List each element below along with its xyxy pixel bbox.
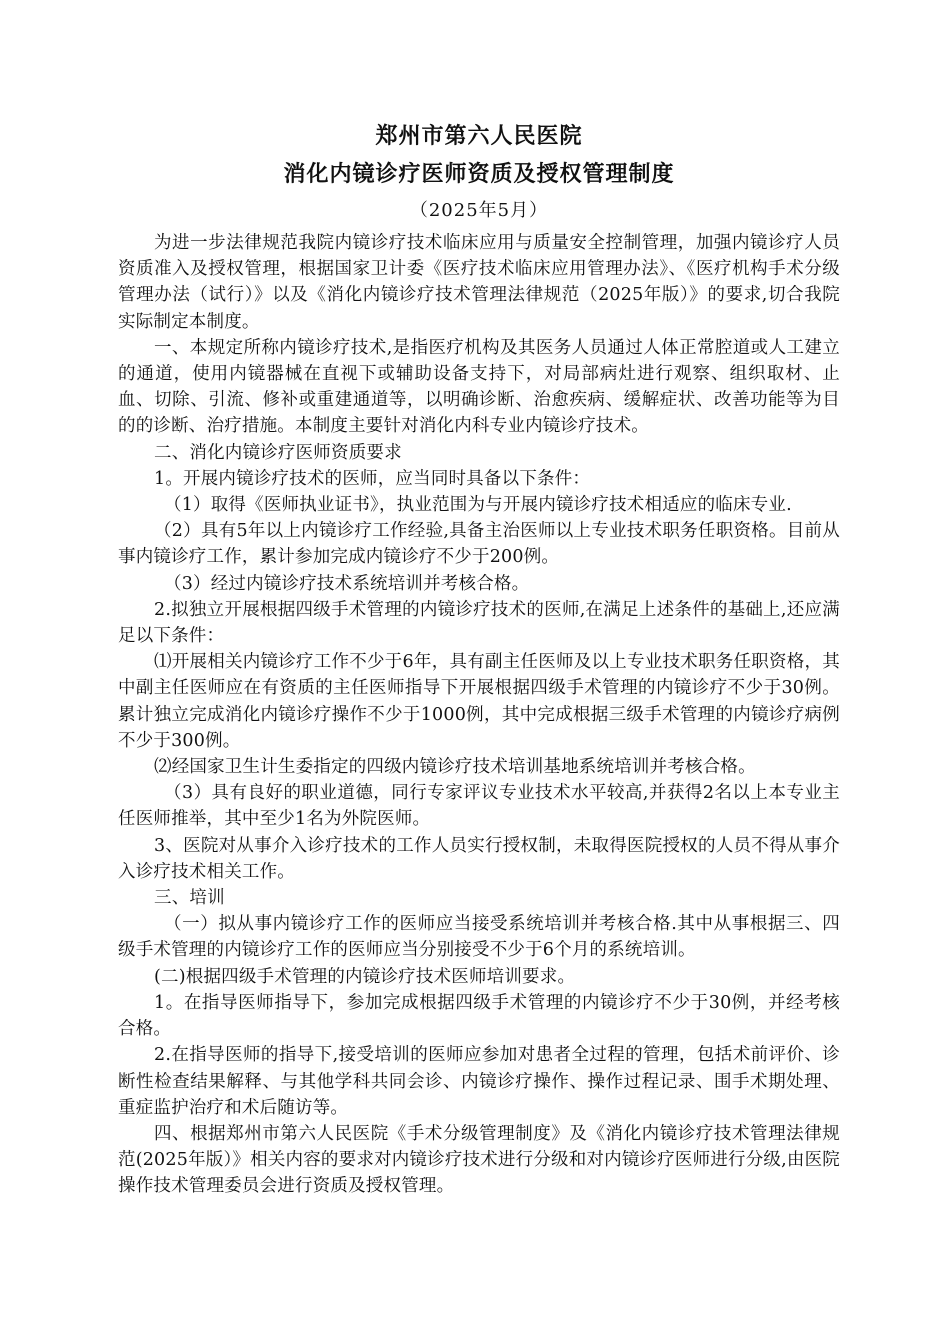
paragraph-section-1: 一、本规定所称内镜诊疗技术,是指医疗机构及其医务人员通过人体正常腔道或人工建立的通道，使用内镜器械在直视下或辅助设备支持下，对局部病灶进行观察、组织取材、止血、切除、引流、修补或重建通道等，以明确诊断、治愈疾病、缓解症状、改善功能等为目的的诊断、治疗措施。本制度主要针对消化内科专业内镜诊疗技术。 (118, 337, 840, 437)
paragraph-intro: 为进一步法律规范我院内镜诊疗技术临床应用与质量安全控制管理，加强内镜诊疗人员资质准入及授权管理，根据国家卫计委《医疗技术临床应用管理办法》、《医疗机构手术分级管理办法（试行）》以及《消化内镜诊疗技术管理法律规范（2025年版）》的要求,切合我院实际制定本制度。 (118, 233, 840, 332)
paragraph-3-2-1: 1。在指导医师指导下，参加完成根据四级手术管理的内镜诊疗不少于30例，并经考核合格。 (118, 992, 840, 1040)
paragraph-2-1-3: （3）经过内镜诊疗技术系统培训并考核合格。 (164, 573, 530, 594)
paragraph-section-3-heading: 三、培训 (154, 888, 225, 909)
paragraph-2-2-2: ⑵经国家卫生计生委指定的四级内镜诊疗技术培训基地系统培训并考核合格。 (154, 757, 756, 778)
paragraph-2-3: 3、医院对从事介入诊疗技术的工作人员实行授权制，未取得医院授权的人员不得从事介入诊疗技术相关工作。 (118, 835, 840, 882)
paragraph-2-2-3: （3）具有良好的职业道德，同行专家评议专业技术水平较高,并获得2名以上本专业主任医师推举，其中至少1名为外院医师。 (118, 783, 840, 830)
paragraph-2-1: 1。开展内镜诊疗技术的医师，应当同时具备以下条件： (154, 468, 591, 489)
paragraph-3-2-2: 2.在指导医师的指导下,接受培训的医师应参加对患者全过程的管理，包括术前评价、诊断性检查结果解释、与其他学科共同会诊、内镜诊疗操作、操作过程记录、围手术期处理、重症监护治疗和术后随访等。 (118, 1045, 840, 1118)
document-date: （2025年5月） (409, 200, 549, 221)
paragraph-section-2-heading: 二、消化内镜诊疗医师资质要求 (154, 442, 402, 463)
paragraph-section-4: 四、根据郑州市第六人民医院《手术分级管理制度》及《消化内镜诊疗技术管理法律规范(2025年版）》相关内容的要求对内镜诊疗技术进行分级和对内镜诊疗医师进行分级,由医院操作技术管理委员会进行资质及授权管理。 (118, 1123, 840, 1197)
document-page (118, 118, 840, 1200)
paragraph-2-1-2: （2）具有5年以上内镜诊疗工作经验,具备主治医师以上专业技术职务任职资格。目前从事内镜诊疗工作，累计参加完成内镜诊疗不少于200例。 (118, 521, 840, 568)
document-subtitle: 消化内镜诊疗医师资质及授权管理制度 (283, 162, 675, 187)
document-title: 郑州市第六人民医院 (375, 124, 583, 149)
paragraph-2-2-1: ⑴开展相关内镜诊疗工作不少于6年，具有副主任医师及以上专业技术职务任职资格，其中副主任医师应在有资质的主任医师指导下开展根据四级手术管理的内镜诊疗不少于30例。累计独立完成消化内镜诊疗操作不少于1000例，其中完成根据三级手术管理的内镜诊疗病例不少于300例。 (118, 652, 840, 751)
paragraph-2-1-1: （1）取得《医师执业证书》，执业范围为与开展内镜诊疗技术相适应的临床专业. (164, 495, 792, 516)
paragraph-3-1: （一）拟从事内镜诊疗工作的医师应当接受系统培训并考核合格.其中从事根据三、四级手术管理的内镜诊疗工作的医师应当分别接受不少于6个月的系统培训。 (118, 914, 840, 961)
paragraph-2-2: 2.拟独立开展根据四级手术管理的内镜诊疗技术的医师,在满足上述条件的基础上,还应满足以下条件： (118, 599, 840, 647)
paragraph-3-2: (二)根据四级手术管理的内镜诊疗技术医师培训要求。 (154, 966, 576, 987)
